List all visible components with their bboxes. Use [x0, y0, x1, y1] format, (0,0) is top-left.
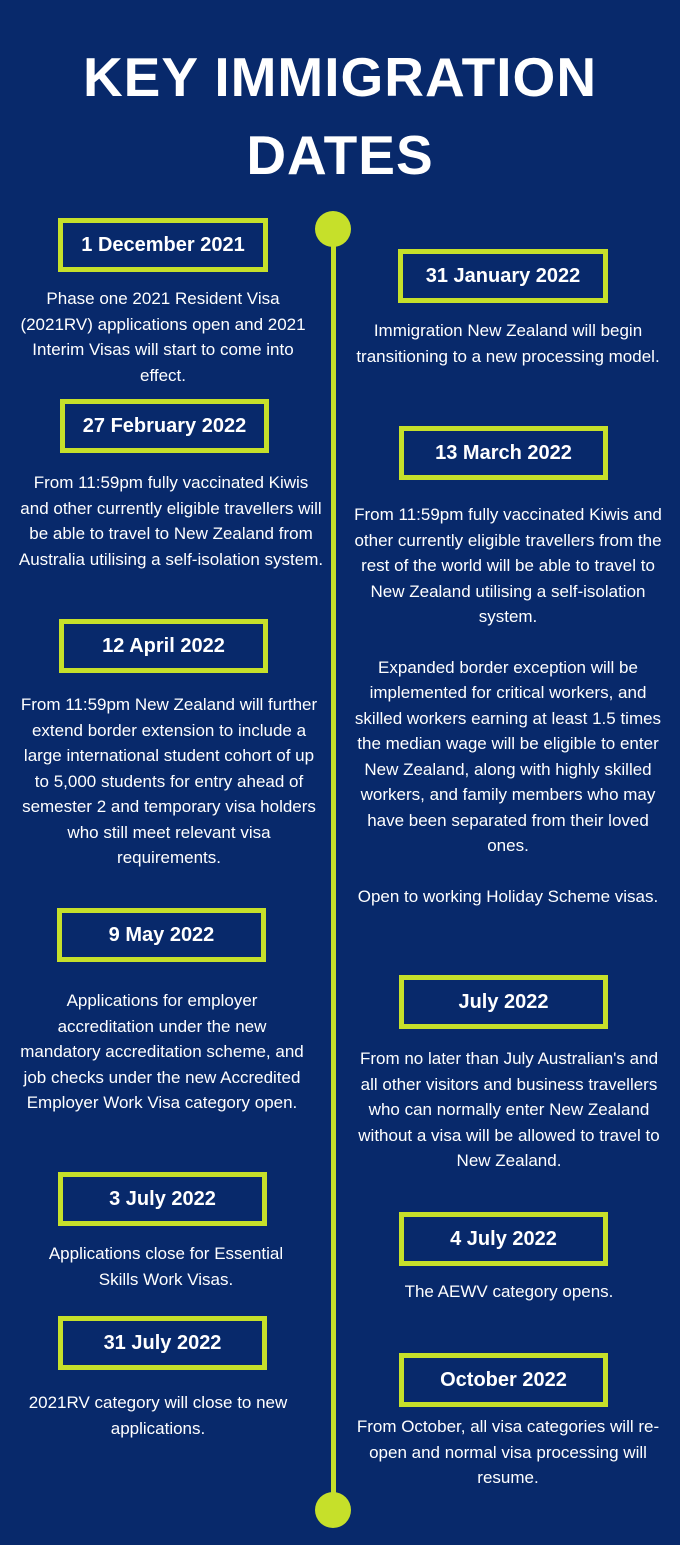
event-description: From October, all visa categories will re-open and normal visa processing will resume.	[356, 1417, 660, 1487]
date-box-1-december-2021: 1 December 2021	[58, 218, 268, 272]
date-box-13-march-2022: 13 March 2022	[399, 426, 608, 480]
timeline-line	[331, 230, 336, 1510]
event-description: 2021RV category will close to new applications.	[28, 1393, 288, 1438]
event-description	[352, 502, 664, 909]
page-title	[0, 38, 680, 194]
timeline-start-dot	[315, 211, 351, 247]
date-box-31-january-2022: 31 January 2022	[398, 249, 608, 303]
event-paragraph: Expanded border exception will be implemented for critical workers, and skilled workers earning at least 1.5 times the median wage will be eligible to enter New Zealand, along with highly skilled workers, and family members who may have been separated from their loved ones.	[354, 657, 662, 855]
title-line-2: DATES	[246, 124, 434, 186]
date-box-31-july-2022: 31 July 2022	[58, 1316, 267, 1370]
date-box-3-july-2022: 3 July 2022	[58, 1172, 267, 1226]
title-line-1: KEY IMMIGRATION	[82, 46, 598, 108]
timeline-end-dot	[315, 1492, 351, 1528]
date-box-9-may-2022: 9 May 2022	[57, 908, 266, 962]
event-paragraph: From 11:59pm fully vaccinated Kiwis and other currently eligible travellers from the rest of the world will be able to travel to New Zealand utilising a self-isolation system.	[354, 505, 662, 626]
event-description: Immigration New Zealand will begin transitioning to a new processing model.	[356, 321, 660, 366]
date-box-july-2022: July 2022	[399, 975, 608, 1029]
event-description: From 11:59pm fully vaccinated Kiwis and other currently eligible travellers will be able to travel to New Zealand from Australia utilising a self-isolation system.	[18, 473, 324, 569]
event-description: Phase one 2021 Resident Visa (2021RV) applications open and 2021 Interim Visas will start to come into effect.	[20, 289, 306, 385]
event-paragraph: Open to working Holiday Scheme visas.	[357, 886, 659, 906]
event-description: Applications close for Essential Skills Work Visas.	[48, 1244, 284, 1289]
event-description: Applications for employer accreditation under the new mandatory accreditation scheme, and job checks under the new Accredited Employer Work Visa category open.	[20, 991, 304, 1112]
event-description: The AEWV category opens.	[404, 1282, 614, 1301]
event-description: From 11:59pm New Zealand will further extend border extension to include a large international student cohort of up to 5,000 students for entry ahead of semester 2 and temporary visa holders who still meet relevant visa requirements.	[20, 695, 318, 867]
date-box-12-april-2022: 12 April 2022	[59, 619, 268, 673]
date-box-27-february-2022: 27 February 2022	[60, 399, 269, 453]
date-box-4-july-2022: 4 July 2022	[399, 1212, 608, 1266]
date-box-october-2022: October 2022	[399, 1353, 608, 1407]
event-description: From no later than July Australian's and all other visitors and business travellers who can normally enter New Zealand without a visa will be allowed to travel to New Zealand.	[358, 1049, 660, 1170]
